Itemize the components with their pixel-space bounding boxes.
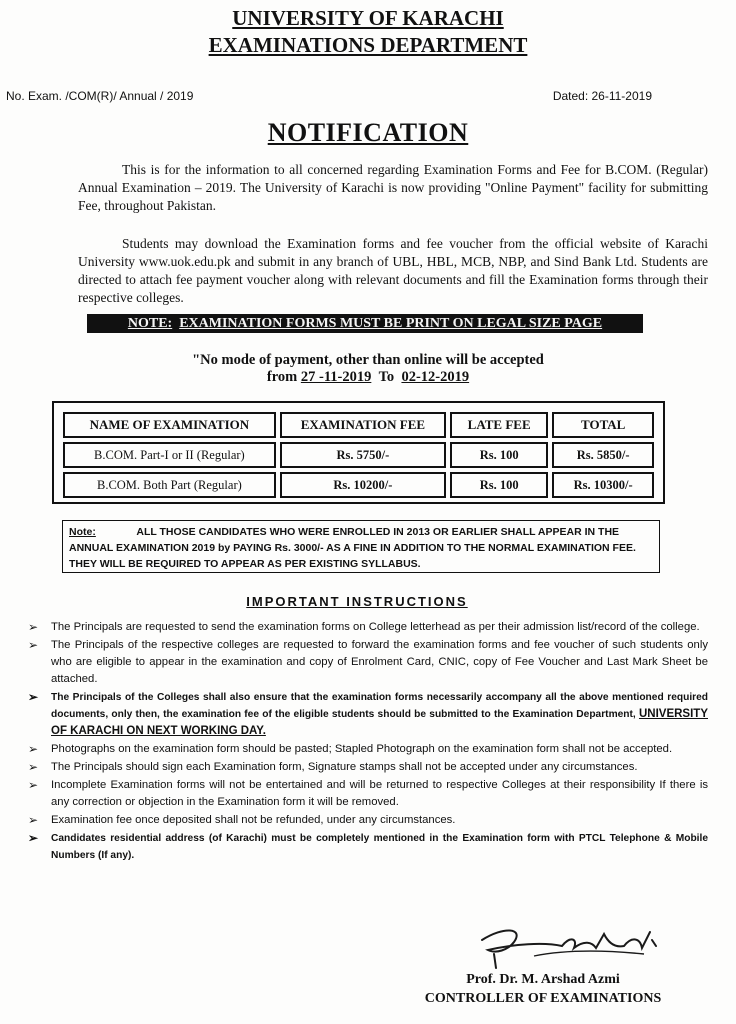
download-paragraph: Students may download the Examination forms and fee voucher from the official website of Karachi University www.uok.edu.pk and submit in any branch of UBL, HBL, MCB, NBP, and Sind Bank Ltd. Students are directed to attach fee payment voucher along with relevant documents and fill the Examination forms through their respective colleges. (78, 236, 708, 305)
list-item (28, 689, 708, 740)
list-item (28, 637, 708, 688)
candidate-note-box (62, 520, 660, 573)
to-label: To (378, 369, 395, 385)
fee-table-header (63, 412, 654, 438)
column-header: EXAMINATION FEE (280, 412, 446, 438)
list-item (28, 777, 708, 811)
intro-paragraph: This is for the information to all concerned regarding Examination Forms and Fee for B.COM. (Regular) Annual Examination – 2019. The University of Karachi is now providing "Online Payment" facility for submitting Fee, throughout Pakistan. (78, 162, 708, 213)
to-date: 02-12-2019 (401, 369, 470, 385)
list-item (28, 759, 708, 776)
instruction-emphasis: UNIVERSITY OF KARACHI ON NEXT WORKING DAY. (51, 708, 708, 737)
list-item (28, 619, 708, 636)
late-fee-cell: Rs. 100 (450, 472, 548, 498)
list-item (28, 830, 708, 864)
notice-title: NOTIFICATION (267, 118, 469, 147)
arrow-bullet-icon: ➢ (28, 690, 39, 704)
from-date: 27 -11-2019 (300, 369, 372, 385)
arrow-bullet-icon: ➢ (28, 638, 39, 652)
instructions-list (28, 619, 708, 865)
list-item (28, 741, 708, 758)
note-bar-text: EXAMINATION FORMS MUST BE PRINT ON LEGAL SIZE PAGE (179, 316, 603, 331)
reference-number: No. Exam. /COM(R)/ Annual / 2019 (6, 89, 194, 103)
exam-name-cell: B.COM. Part-I or II (Regular) (63, 442, 276, 468)
note-bar-label: NOTE: (127, 316, 173, 331)
late-fee-cell: Rs. 100 (450, 442, 548, 468)
instruction-text: Candidates residential address (of Karachi) must be completely mentioned in the Examination form with PTCL Telephone & Mobile Numbers (If any). (51, 833, 708, 861)
arrow-bullet-icon: ➢ (28, 760, 39, 774)
fee-table (59, 408, 658, 502)
instruction-text: The Principals of the Colleges shall also ensure that the examination forms necessarily accompany all the above mentioned required documents, only then, the examination fee of the eligible students should be submitted to the Examination Department, (51, 692, 708, 720)
fee-table-frame (52, 401, 665, 504)
exam-fee-cell: Rs. 10200/- (280, 472, 446, 498)
column-header: NAME OF EXAMINATION (63, 412, 276, 438)
arrow-bullet-icon: ➢ (28, 813, 39, 827)
list-item (28, 812, 708, 829)
total-cell: Rs. 5850/- (552, 442, 654, 468)
instruction-text: Examination fee once deposited shall not be refunded, under any circumstances. (51, 814, 456, 826)
instruction-text: Incomplete Examination forms will not be entertained and will be returned to respective Colleges at their responsibility If there is any correction or objection in the Examination form it will be removed. (51, 779, 708, 808)
signatory-block (400, 970, 686, 1008)
column-header: TOTAL (552, 412, 654, 438)
signature-image (474, 920, 664, 970)
signatory-title: CONTROLLER OF EXAMINATIONS (424, 991, 662, 1006)
note-box-label: Note: (69, 526, 96, 538)
arrow-bullet-icon: ➢ (28, 742, 39, 756)
arrow-bullet-icon: ➢ (28, 831, 39, 845)
instructions-heading: IMPORTANT INSTRUCTIONS (246, 594, 468, 609)
total-cell: Rs. 10300/- (552, 472, 654, 498)
university-name: UNIVERSITY OF KARACHI (232, 6, 504, 30)
from-label: from (266, 369, 298, 385)
department-name: EXAMINATIONS DEPARTMENT (208, 33, 528, 57)
table-row (63, 472, 654, 498)
payment-notice: "No mode of payment, other than online will be accepted (192, 352, 544, 368)
arrow-bullet-icon: ➢ (28, 778, 39, 792)
instruction-text: Photographs on the examination form should be pasted; Stapled Photograph on the examination form shall not be accepted. (51, 743, 673, 755)
instruction-text: The Principals of the respective colleges are requested to forward the examination forms and fee voucher of such students only who are eligible to appear in the examination and copy of Enrolment Card, CNIC, copy of Fee Voucher and Last Mark Sheet be attached. (51, 639, 708, 685)
instruction-text: The Principals are requested to send the examination forms on College letterhead as per their admission list/record of the college. (51, 621, 700, 633)
instruction-text: The Principals should sign each Examination form, Signature stamps shall not be accepted under any circumstances. (51, 761, 638, 773)
legal-size-note (87, 314, 643, 333)
exam-fee-cell: Rs. 5750/- (280, 442, 446, 468)
arrow-bullet-icon: ➢ (28, 620, 39, 634)
column-header: LATE FEE (450, 412, 548, 438)
notice-date: Dated: 26-11-2019 (552, 89, 652, 103)
table-row (63, 442, 654, 468)
payment-window (0, 369, 736, 386)
exam-name-cell: B.COM. Both Part (Regular) (63, 472, 276, 498)
signatory-name: Prof. Dr. M. Arshad Azmi (466, 972, 620, 987)
note-box-text: ALL THOSE CANDIDATES WHO WERE ENROLLED IN 2013 OR EARLIER SHALL APPEAR IN THE ANNUAL EXAMINATION 2019 by PAYING Rs. 3000/- AS A FINE IN ADDITION TO THE NORMAL EXAMINATION FEE. THEY WILL BE REQUIRED TO APPEAR AS PER EXISTING SYLLABUS. (69, 526, 636, 570)
